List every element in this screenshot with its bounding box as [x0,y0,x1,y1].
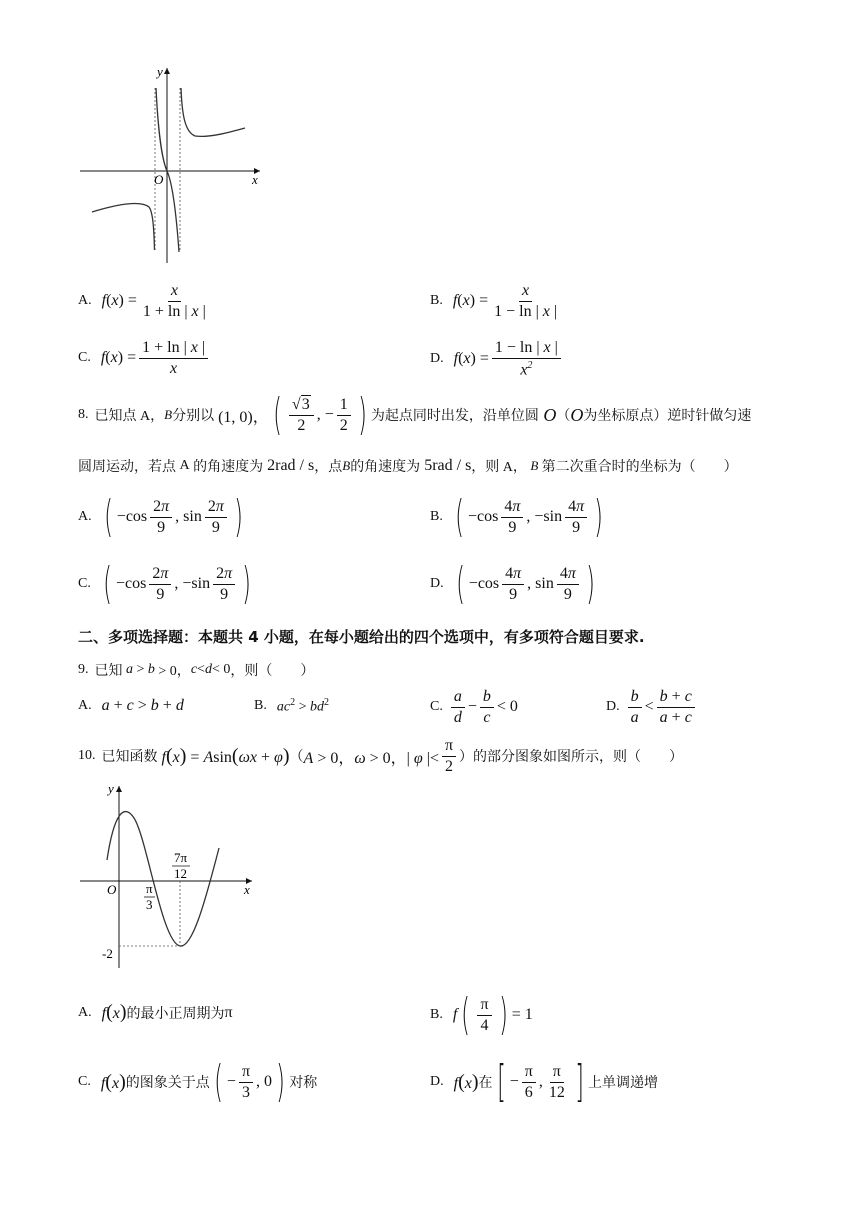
tick-pi3-den: 3 [146,897,153,912]
q7-option-b[interactable]: B. f ( x ) = $\frac{x}{1 - \ln | x |}$ [430,282,558,320]
q10-option-a[interactable]: A. f(x) 的最小正周期为 π [78,1001,233,1023]
q9-option-c[interactable]: C. $\frac{a}{d}$ − $\frac{b}{c}$ < 0 [430,688,518,726]
tick-7pi12-num: 7π [174,850,188,865]
q7-option-c[interactable]: C. f ( x ) = $\frac{1 + \ln | x |}{x}$ [78,339,211,377]
y-label: y [157,64,163,79]
sine-curve [107,812,219,947]
q7-graph [70,60,270,270]
curve-left [92,204,155,250]
origin-label: O [107,882,117,897]
y-label: y [108,781,114,796]
q9-option-b[interactable]: B. $ac^2 > bd^2$ [254,697,329,715]
q9-stem: 9. 已知 a > b > 0， c < d < 0 ，则（ ） [78,662,315,679]
x-label: x [244,882,250,897]
q9-option-d[interactable]: D. $\frac{b}{a}$ < $\frac{b + c}{a + c}$ [606,688,698,726]
origin-label: O [154,172,164,187]
q10-stem: 10. 已知函数 f(x) = Asin(ωx + φ) （ A > 0，ω > 0，| φ |< $\frac{\pi}{2}$ ） 的部分图象如图所示，则（ ） [78,737,684,775]
q8-option-d[interactable]: D. ( −cos $\frac{4\pi}{9}$ , sin $\frac{4\pi}{9}$ ) [430,558,595,609]
q10-graph [72,778,262,978]
q8-stem-line1: 8. 已知点 A， B 分别以 (1, 0)， ( $\frac{√3}{2}$ , − $\frac{1}{2}$ ) 为起点同时出发，沿单位圆 O （ O 为坐标原点）逆时针做匀速 [78,389,752,440]
curve-right [181,88,245,136]
x-label: x [252,172,258,187]
min-label: -2 [102,946,113,961]
q8-option-c[interactable]: C. ( −cos $\frac{2\pi}{9}$ , −sin $\frac{2\pi}{9}$ ) [78,558,251,609]
section-heading: 二、多项选择题：本题共 4 小题，在每小题给出的四个选项中，有多项符合题目要求. [78,628,645,646]
tick-7pi12-den: 12 [174,866,187,881]
q8-stem-line2: 圆周运动，若点 A 的角速度为 2rad / s ，点 B 的角速度为 5rad / s ，则 A， B 第二次重合时的坐标为（ ） [78,457,738,475]
q7-option-a[interactable]: A. f ( x ) = $\frac{x}{1 + \ln | x |}$ [78,282,206,320]
q9-option-a[interactable]: A. a + c > b + d [78,697,184,714]
q10-option-d[interactable]: D. f(x) 在 [ − $\frac{\pi}{6}$ , $\frac{\pi}{12}$ ] 上单调递增 [430,1056,658,1107]
q8-option-b[interactable]: B. ( −cos $\frac{4\pi}{9}$ , −sin $\frac{4\pi}{9}$ ) [430,491,603,542]
q10-option-b[interactable]: B. f ( $\frac{\pi}{4}$ ) = 1 [430,989,533,1040]
q10-option-c[interactable]: C. f(x) 的图象关于点 ( − $\frac{\pi}{3}$ , 0 ) 对称 [78,1056,318,1107]
q8-option-a[interactable]: A. ( −cos $\frac{2\pi}{9}$ , sin $\frac{2\pi}{9}$ ) [78,491,243,542]
q7-option-d[interactable]: D. f ( x ) = $\frac{1 - \ln | x |}{x^2}$ [430,339,564,379]
tick-pi3-num: π [146,881,153,896]
